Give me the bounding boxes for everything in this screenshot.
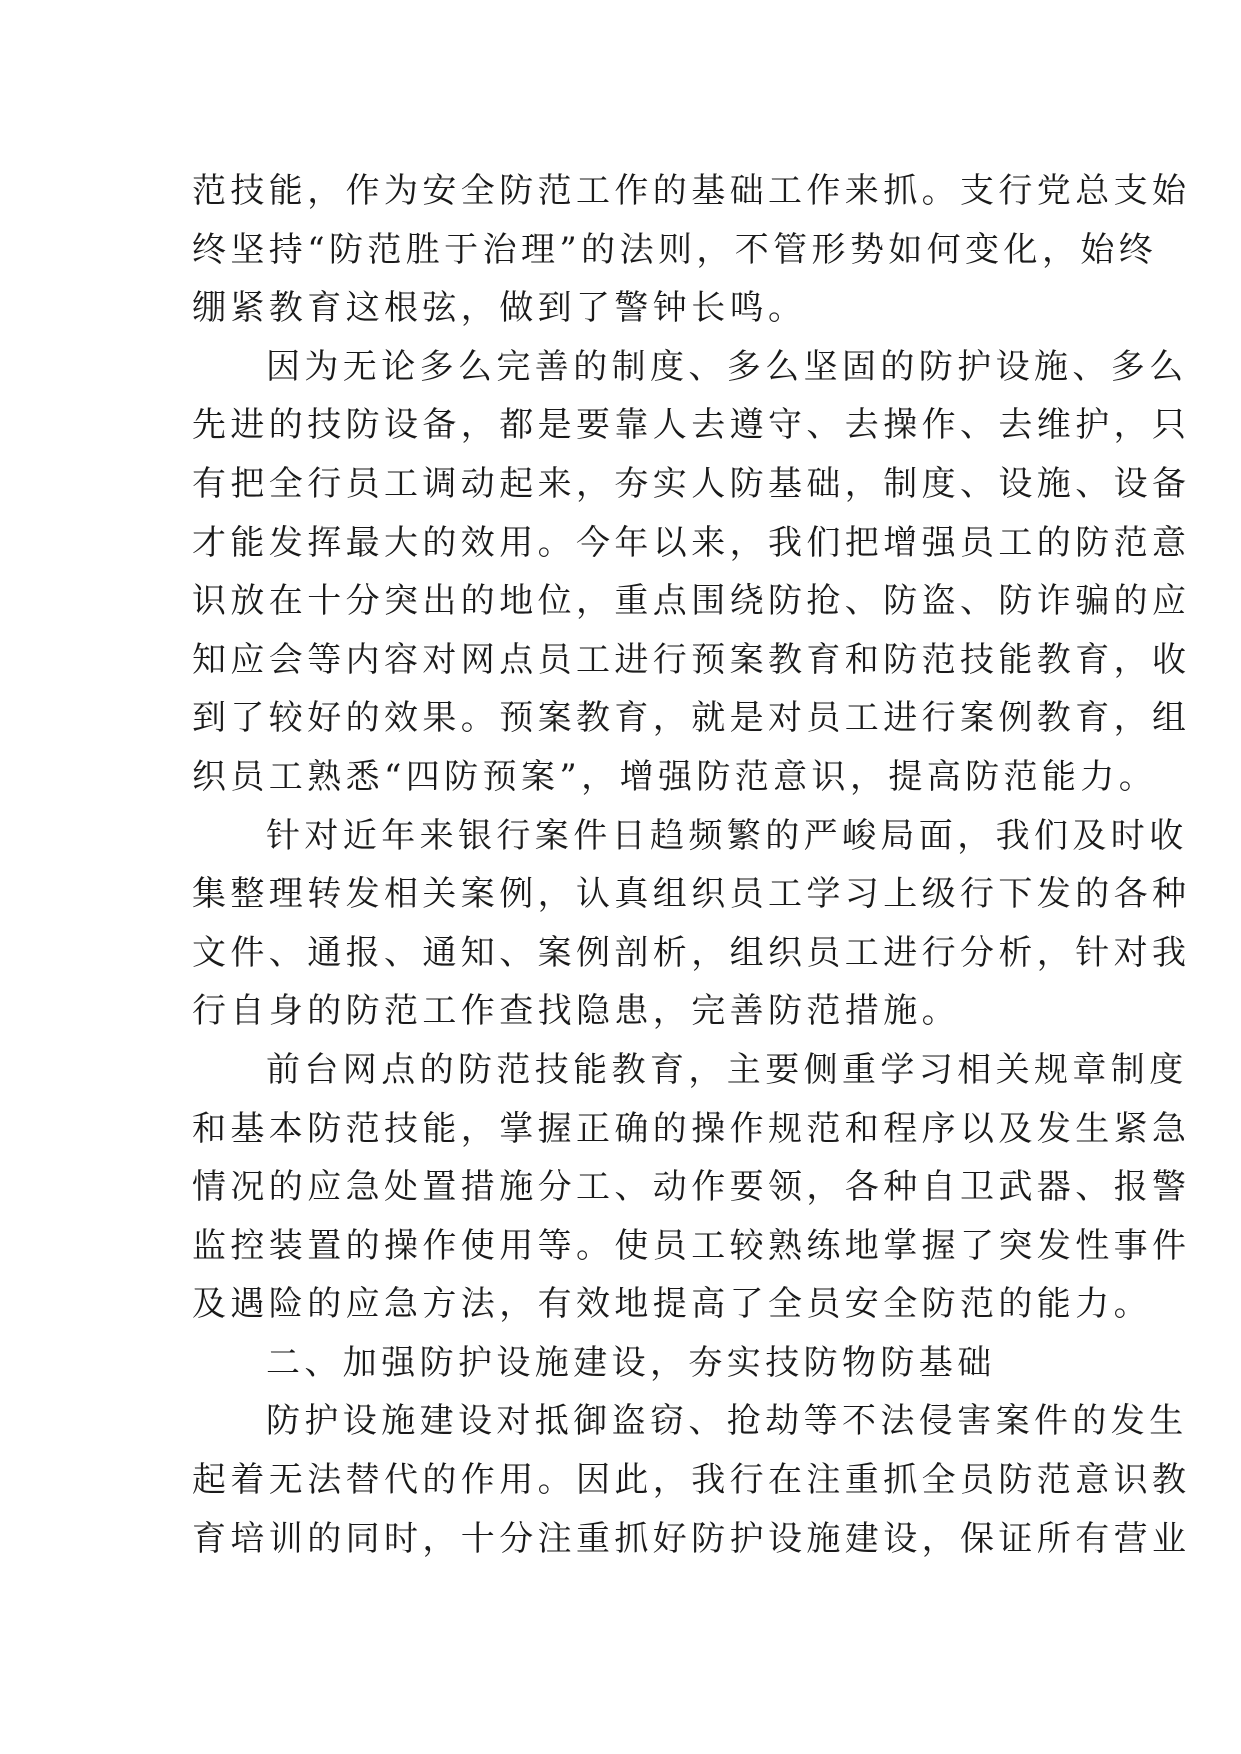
text-line: 知应会等内容对网点员工进行预案教育和防范技能教育，收: [192, 639, 1191, 680]
text-line: 防护设施建设对抵御盗窃、抢劫等不法侵害案件的发生: [266, 1401, 1188, 1442]
text-line: 前台网点的防范技能教育，主要侧重学习相关规章制度: [266, 1049, 1188, 1090]
document-body: [192, 162, 1191, 1568]
text-line: 才能发挥最大的效用。今年以来，我们把增强员工的防范意: [192, 522, 1191, 563]
text-line: 终坚持“防范胜于治理”的法则，不管形势如何变化，始终: [192, 229, 1158, 270]
text-line: 行自身的防范工作查找隐患，完善防范措施。: [192, 991, 960, 1032]
text-line: 和基本防范技能，掌握正确的操作规范和程序以及发生紧急: [192, 1108, 1191, 1149]
text-line: 监控装置的操作使用等。使员工较熟练地掌握了突发性事件: [192, 1225, 1191, 1266]
text-line: 针对近年来银行案件日趋频繁的严峻局面，我们及时收: [266, 815, 1188, 856]
text-line: 集整理转发相关案例，认真组织员工学习上级行下发的各种: [192, 874, 1191, 915]
text-line: 范技能，作为安全防范工作的基础工作来抓。支行党总支始: [192, 171, 1191, 211]
text-line: 育培训的同时，十分注重抓好防护设施建设，保证所有营业: [192, 1518, 1191, 1559]
text-line: 织员工熟悉“四防预案”，增强防范意识，提高防范能力。: [192, 756, 1158, 797]
text-line: 起着无法替代的作用。因此，我行在注重抓全员防范意识教: [192, 1460, 1191, 1501]
text-line: 绷紧教育这根弦，做到了警钟长鸣。: [192, 288, 807, 329]
text-line: 因为无论多么完善的制度、多么坚固的防护设施、多么: [266, 346, 1188, 387]
text-line: 及遇险的应急方法，有效地提高了全员安全防范的能力。: [192, 1284, 1152, 1325]
text-line: 有把全行员工调动起来，夯实人防基础，制度、设施、设备: [192, 463, 1191, 504]
text-line: 先进的技防设备，都是要靠人去遵守、去操作、去维护，只: [192, 405, 1191, 446]
text-line: 情况的应急处置措施分工、动作要领，各种自卫武器、报警: [192, 1167, 1191, 1208]
text-line: 到了较好的效果。预案教育，就是对员工进行案例教育，组: [192, 698, 1191, 739]
text-line: 识放在十分突出的地位，重点围绕防抢、防盗、防诈骗的应: [192, 581, 1191, 622]
text-line: 文件、通报、通知、案例剖析，组织员工进行分析，针对我: [192, 932, 1191, 973]
text-line: 二、加强防护设施建设，夯实技防物防基础: [266, 1342, 996, 1383]
